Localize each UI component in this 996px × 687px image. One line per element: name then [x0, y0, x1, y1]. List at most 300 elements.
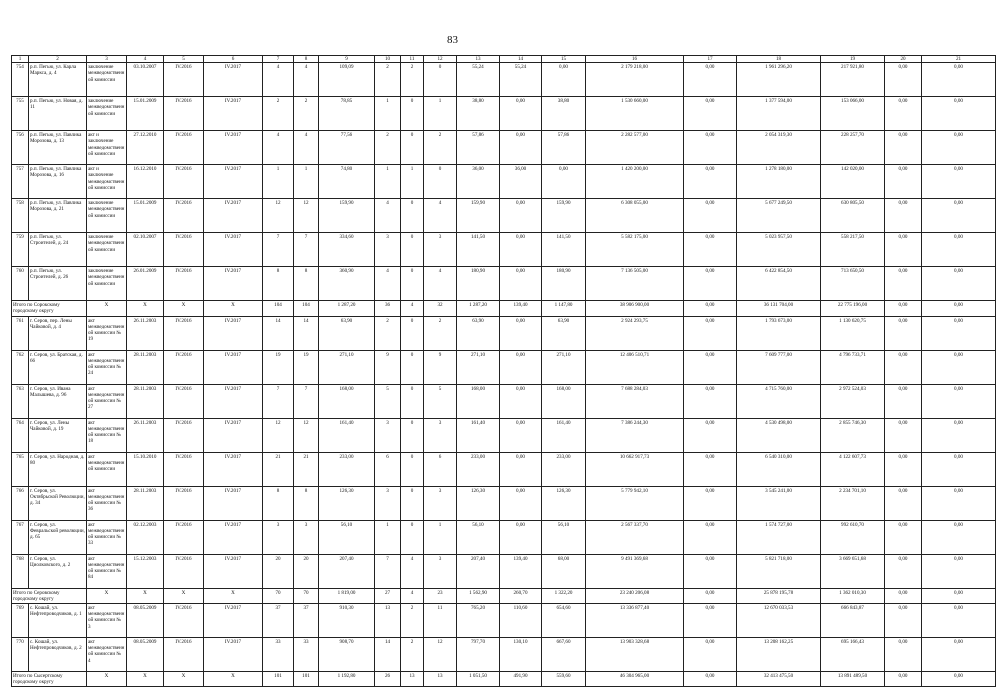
table-cell: 1 961 296,20 [737, 63, 821, 97]
table-cell: 0,00 [500, 384, 542, 418]
table-cell: акт межведомственной комиссии № 18 [87, 418, 127, 452]
table-row [12, 486, 996, 520]
table-cell: IV.2017 [204, 131, 263, 165]
table-cell: 2 054 319,30 [737, 131, 821, 165]
table-cell: 217 921,80 [821, 63, 885, 97]
table-cell: X [127, 301, 164, 316]
table-cell: 0 [401, 267, 424, 301]
table-row [12, 554, 996, 588]
table-cell: 7 386 244,30 [586, 418, 684, 452]
table-cell: 5 677 249,50 [737, 199, 821, 233]
table-cell: 2 [375, 63, 401, 97]
table-cell: 2 855 746,30 [821, 418, 885, 452]
table-cell: 765,20 [457, 604, 500, 638]
table-cell: 228 257,70 [821, 131, 885, 165]
table-cell: 141,50 [457, 233, 500, 267]
table-cell: 271,10 [319, 350, 375, 384]
table-cell: 0,00 [885, 63, 922, 97]
table-cell: 37 [263, 604, 294, 638]
table-cell: 2 [401, 638, 424, 672]
table-cell: 78,85 [319, 97, 375, 131]
table-cell: р.п. Пегью, ул. Строителей, д. 26 [29, 267, 87, 301]
table-cell: 2 [294, 97, 319, 131]
table-cell: 159,90 [319, 199, 375, 233]
table-cell: 1 [424, 520, 457, 554]
table-cell: заключение межведомственной комиссии [87, 199, 127, 233]
table-cell: 233,00 [542, 452, 586, 486]
table-cell: 13 336 877,40 [586, 604, 684, 638]
table-cell: р.п. Пегью, ул. Карла Маркса, д. 4 [29, 63, 87, 97]
table-cell: 7 [294, 233, 319, 267]
table-cell: 0,00 [500, 267, 542, 301]
column-number: 17 [684, 56, 737, 63]
table-cell: X [204, 301, 263, 316]
table-cell: 0,00 [885, 350, 922, 384]
table-cell: 104 [263, 301, 294, 316]
table-cell: 0,00 [885, 418, 922, 452]
table-cell: 3 [263, 520, 294, 554]
table-cell: 02.10.2007 [127, 233, 164, 267]
table-row [12, 233, 996, 267]
table-cell: IV.2017 [204, 384, 263, 418]
column-number: 5 [164, 56, 204, 63]
table-cell: 15.10.2010 [127, 452, 164, 486]
table-cell: 0,00 [684, 418, 737, 452]
table-cell: 1 793 673,00 [737, 316, 821, 350]
table-cell: 28.11.2003 [127, 486, 164, 520]
table-cell: IV.2016 [164, 638, 204, 672]
table-cell: 767 [12, 520, 29, 554]
table-cell: 0,00 [922, 301, 996, 316]
table-cell: 207,40 [319, 554, 375, 588]
table-cell: 7 [263, 233, 294, 267]
column-number: 11 [401, 56, 424, 63]
table-cell: 46 304 965,00 [586, 672, 684, 687]
table-cell: IV.2017 [204, 233, 263, 267]
table-cell: 0,00 [922, 63, 996, 97]
table-cell: 101 [294, 672, 319, 687]
table-cell: 4 [401, 301, 424, 316]
table-cell: 15.12.2003 [127, 554, 164, 588]
column-number: 1 [12, 56, 29, 63]
table-cell: 126,30 [457, 486, 500, 520]
table-row [12, 165, 996, 199]
table-cell: 2 179 218,00 [586, 63, 684, 97]
table-cell: 2 234 701,10 [821, 486, 885, 520]
table-cell: р.п. Пегью, ул. Павлика Морозова, д. 13 [29, 131, 87, 165]
table-cell: X [204, 672, 263, 687]
table-cell: 756 [12, 131, 29, 165]
table-cell: 08.05.2009 [127, 604, 164, 638]
table-cell: 56,10 [542, 520, 586, 554]
table-cell: 233,00 [457, 452, 500, 486]
table-cell: 4 [294, 63, 319, 97]
table-cell: 20 [263, 554, 294, 588]
table-cell: 0,00 [684, 131, 737, 165]
table-cell: 0,00 [922, 486, 996, 520]
table-cell: 0,00 [684, 554, 737, 588]
table-row [12, 384, 996, 418]
table-cell: 57,86 [542, 131, 586, 165]
table-cell: 0,00 [922, 131, 996, 165]
table-cell: акт межведомственной комиссии [87, 452, 127, 486]
table-cell: 0 [401, 452, 424, 486]
table-cell: 27 [375, 588, 401, 603]
total-row [12, 301, 996, 316]
table-cell: 77,56 [319, 131, 375, 165]
table-cell: IV.2017 [204, 267, 263, 301]
table-cell: IV.2017 [204, 97, 263, 131]
table-cell: 0,00 [922, 350, 996, 384]
table-cell: 4 [424, 267, 457, 301]
table-cell: акт межведомственной комиссии № 19 [87, 316, 127, 350]
table-cell: 13 [424, 672, 457, 687]
table-cell: 0,00 [922, 267, 996, 301]
table-cell: 57,86 [457, 131, 500, 165]
table-cell: IV.2016 [164, 63, 204, 97]
table-cell: 3 [294, 520, 319, 554]
table-cell: 110,60 [500, 604, 542, 638]
table-cell: 0,00 [922, 672, 996, 687]
table-cell: 0,00 [684, 588, 737, 603]
table-cell: X [87, 301, 127, 316]
table-cell: 02.12.2003 [127, 520, 164, 554]
table-cell: 12 670 033,53 [737, 604, 821, 638]
table-cell: 559,60 [542, 672, 586, 687]
table-cell: 0,00 [922, 384, 996, 418]
table-cell: 8 [263, 486, 294, 520]
table-cell: IV.2016 [164, 554, 204, 588]
table-cell: 7 [375, 554, 401, 588]
table-cell: 754 [12, 63, 29, 97]
table-cell: 0,00 [922, 199, 996, 233]
table-cell: 26.11.2003 [127, 316, 164, 350]
table-cell: г. Серов, ул. Ивана Малышева, д. 96 [29, 384, 87, 418]
table-cell: 139,40 [500, 554, 542, 588]
table-cell: 2 [375, 316, 401, 350]
table-cell: 757 [12, 165, 29, 199]
table-cell: 797,70 [457, 638, 500, 672]
table-cell: 38 906 900,00 [586, 301, 684, 316]
table-cell: 161,40 [542, 418, 586, 452]
table-cell: 159,90 [457, 199, 500, 233]
table-cell: акт и заключение межведомственной комиссии [87, 131, 127, 165]
table-cell: 4 122 607,73 [821, 452, 885, 486]
table-cell: 5 [375, 384, 401, 418]
table-cell: 16.12.2010 [127, 165, 164, 199]
table-cell: 6 422 854,50 [737, 267, 821, 301]
table-row [12, 604, 996, 638]
table-cell: IV.2017 [204, 316, 263, 350]
table-cell: 713 650,50 [821, 267, 885, 301]
table-cell: 1 [424, 97, 457, 131]
table-cell: 0,00 [922, 520, 996, 554]
table-cell: 08.05.2009 [127, 638, 164, 672]
table-cell: 19 [294, 350, 319, 384]
table-cell: 14 [294, 316, 319, 350]
column-number: 21 [922, 56, 996, 63]
table-cell: 0 [424, 165, 457, 199]
table-cell: IV.2017 [204, 63, 263, 97]
table-cell: 766 [12, 486, 29, 520]
table-cell: 1 [375, 97, 401, 131]
table-cell: заключение межведомственной комиссии [87, 63, 127, 97]
table-cell: 63,90 [319, 316, 375, 350]
table-cell: 26 [375, 672, 401, 687]
table-cell: 104 [294, 301, 319, 316]
table-cell: 2 [263, 97, 294, 131]
column-number: 2 [29, 56, 87, 63]
table-cell: 360,90 [319, 267, 375, 301]
table-cell: 2 567 337,70 [586, 520, 684, 554]
table-cell: 0,00 [885, 316, 922, 350]
table-cell: 168,00 [319, 384, 375, 418]
table-cell: 8 [294, 486, 319, 520]
table-cell: 759 [12, 233, 29, 267]
table-cell: 768 [12, 554, 29, 588]
table-cell: 0,00 [885, 588, 922, 603]
table-cell: 03.10.2007 [127, 63, 164, 97]
table-cell: 13 903 328,68 [586, 638, 684, 672]
table-cell: 4 [401, 588, 424, 603]
table-cell: 1 562,90 [457, 588, 500, 603]
table-cell: г. Серов, ул. Циолковского, д. 2 [29, 554, 87, 588]
table-cell: 0,00 [684, 672, 737, 687]
table-cell: 0 [401, 233, 424, 267]
table-cell: 2 [401, 604, 424, 638]
table-cell: 12 [263, 199, 294, 233]
table-body [12, 56, 996, 687]
table-cell: 0,00 [542, 63, 586, 97]
table-cell: IV.2016 [164, 199, 204, 233]
table-cell: 0,00 [922, 604, 996, 638]
table-cell: IV.2017 [204, 554, 263, 588]
table-cell: IV.2017 [204, 604, 263, 638]
table-cell: 0,00 [885, 486, 922, 520]
table-cell: 26.11.2003 [127, 418, 164, 452]
table-cell: 0,00 [684, 267, 737, 301]
table-cell: 32 413 475,50 [737, 672, 821, 687]
table-cell: 0,00 [885, 199, 922, 233]
table-cell: 3 [424, 554, 457, 588]
table-cell: 762 [12, 350, 29, 384]
table-cell: 0 [401, 486, 424, 520]
table-cell: 0,00 [500, 131, 542, 165]
table-cell: р.п. Пегью, ул. Строителей, д. 24 [29, 233, 87, 267]
table-cell: 1 [263, 165, 294, 199]
table-cell: 20 [294, 554, 319, 588]
table-cell: 55,24 [457, 63, 500, 97]
table-cell: 2 [424, 316, 457, 350]
total-row [12, 672, 996, 687]
table-cell: 12 [424, 638, 457, 672]
table-cell: 667,60 [542, 638, 586, 672]
table-cell: г. Серов, ул. Февральской революции, д. 65 [29, 520, 87, 554]
table-row [12, 97, 996, 131]
table-cell: 1 [375, 165, 401, 199]
table-cell: X [164, 588, 204, 603]
table-cell: 0 [401, 131, 424, 165]
table-cell: 36 131 704,00 [737, 301, 821, 316]
column-number: 12 [424, 56, 457, 63]
table-cell: 0,00 [684, 350, 737, 384]
table-cell: 4 530 498,00 [737, 418, 821, 452]
table-cell: 1 [375, 520, 401, 554]
table-cell: 207,40 [457, 554, 500, 588]
table-cell: 3 669 651,68 [821, 554, 885, 588]
table-cell: IV.2017 [204, 165, 263, 199]
table-cell: IV.2016 [164, 604, 204, 638]
table-cell: 0,00 [684, 199, 737, 233]
table-cell: заключение межведомственной комиссии [87, 233, 127, 267]
table-cell: 1 [294, 165, 319, 199]
table-cell: 15.01.2009 [127, 199, 164, 233]
table-cell: 491,90 [500, 672, 542, 687]
table-cell: 0,00 [500, 199, 542, 233]
table-cell: 910,30 [319, 604, 375, 638]
column-number: 9 [319, 56, 375, 63]
table-cell: 126,30 [319, 486, 375, 520]
table-cell: 3 [424, 233, 457, 267]
table-cell: 28.11.2003 [127, 384, 164, 418]
table-cell: 2 [375, 131, 401, 165]
table-cell: 0,00 [684, 520, 737, 554]
table-cell: 6 540 310,00 [737, 452, 821, 486]
table-cell: 7 609 777,00 [737, 350, 821, 384]
table-cell: 153 066,00 [821, 97, 885, 131]
table-cell: IV.2016 [164, 267, 204, 301]
table-cell: 0,00 [885, 452, 922, 486]
table-cell: IV.2016 [164, 165, 204, 199]
table-cell: 7 136 505,00 [586, 267, 684, 301]
table-cell: 0,00 [885, 165, 922, 199]
table-cell: 0 [401, 97, 424, 131]
table-cell: 13 [375, 604, 401, 638]
table-cell: 0,00 [684, 384, 737, 418]
total-label: Итого по Сысертскому городскому округу [12, 672, 87, 687]
table-cell: 33 [263, 638, 294, 672]
table-cell: IV.2016 [164, 233, 204, 267]
table-cell: IV.2017 [204, 452, 263, 486]
table-cell: 21 [294, 452, 319, 486]
table-cell: 9 [375, 350, 401, 384]
table-cell: 0,00 [684, 604, 737, 638]
table-cell: 1 287,20 [319, 301, 375, 316]
table-cell: 233,00 [319, 452, 375, 486]
table-cell: IV.2016 [164, 520, 204, 554]
table-cell: 0,00 [500, 316, 542, 350]
table-cell: 770 [12, 638, 29, 672]
table-cell: IV.2017 [204, 199, 263, 233]
table-cell: IV.2017 [204, 520, 263, 554]
column-number: 18 [737, 56, 821, 63]
table-cell: 180,90 [542, 267, 586, 301]
table-cell: 6 [375, 452, 401, 486]
table-cell: 1 530 660,00 [586, 97, 684, 131]
table-cell: IV.2016 [164, 384, 204, 418]
table-cell: 22 775 196,00 [821, 301, 885, 316]
table-cell: 139,40 [500, 301, 542, 316]
table-cell: 755 [12, 97, 29, 131]
table-cell: IV.2016 [164, 486, 204, 520]
table-cell: IV.2017 [204, 350, 263, 384]
table-cell: 12 [263, 418, 294, 452]
table-row [12, 350, 996, 384]
table-cell: 5 779 942,10 [586, 486, 684, 520]
table-cell: р.п. Пегью, ул. Павлика Морозова, д. 16 [29, 165, 87, 199]
column-number: 4 [127, 56, 164, 63]
table-cell: 12 406 510,71 [586, 350, 684, 384]
table-cell: 11 [424, 604, 457, 638]
table-cell: 666 843,87 [821, 604, 885, 638]
table-cell: 7 [263, 384, 294, 418]
table-cell: 4 [263, 63, 294, 97]
table-cell: 8 [263, 267, 294, 301]
table-cell: IV.2016 [164, 97, 204, 131]
table-cell: 0,00 [500, 486, 542, 520]
table-cell: 0,00 [684, 316, 737, 350]
table-cell: 0,00 [885, 131, 922, 165]
table-cell: 8 [294, 267, 319, 301]
table-cell: 3 [375, 233, 401, 267]
table-cell: 161,40 [319, 418, 375, 452]
table-cell: 4 [375, 267, 401, 301]
table-cell: 0,00 [885, 604, 922, 638]
table-cell: 3 [424, 418, 457, 452]
table-cell: 109,09 [319, 63, 375, 97]
table-cell: 2 924 293,75 [586, 316, 684, 350]
table-cell: 0,00 [885, 233, 922, 267]
table-cell: 0,00 [885, 301, 922, 316]
table-cell: 0,00 [922, 97, 996, 131]
table-cell: 26.01.2009 [127, 267, 164, 301]
table-cell: 0 [401, 350, 424, 384]
table-cell: 0,00 [684, 638, 737, 672]
table-cell: 2 972 524,03 [821, 384, 885, 418]
table-cell: 0,00 [922, 638, 996, 672]
table-cell: 0,00 [500, 520, 542, 554]
table-cell: 758 [12, 199, 29, 233]
table-cell: IV.2017 [204, 638, 263, 672]
table-cell: IV.2016 [164, 131, 204, 165]
table-cell: 0,00 [684, 486, 737, 520]
table-cell: 695 166,43 [821, 638, 885, 672]
table-cell: 630 805,50 [821, 199, 885, 233]
table-cell: 14 [375, 638, 401, 672]
table-cell: 36,00 [500, 165, 542, 199]
table-cell: г. Серов, ул. Народная, д. 80 [29, 452, 87, 486]
table-cell: 769 [12, 604, 29, 638]
table-cell: 1 322,20 [542, 588, 586, 603]
table-cell: X [87, 588, 127, 603]
table-cell: 13 208 162,25 [737, 638, 821, 672]
table-cell: 0,00 [500, 233, 542, 267]
table-cell: 63,90 [542, 316, 586, 350]
table-cell: 68,00 [542, 554, 586, 588]
table-cell: акт межведомственной комиссии № 4 [87, 638, 127, 672]
table-cell: 3 545 241,00 [737, 486, 821, 520]
column-number: 19 [821, 56, 885, 63]
table-cell: 55,24 [500, 63, 542, 97]
table-cell: 37 [294, 604, 319, 638]
column-number: 16 [586, 56, 684, 63]
table-cell: 1 278 180,00 [737, 165, 821, 199]
table-cell: 1 287,20 [457, 301, 500, 316]
table-cell: IV.2016 [164, 350, 204, 384]
table-cell: 0,00 [500, 350, 542, 384]
page-number: 83 [447, 34, 458, 46]
table-cell: 36 [375, 301, 401, 316]
